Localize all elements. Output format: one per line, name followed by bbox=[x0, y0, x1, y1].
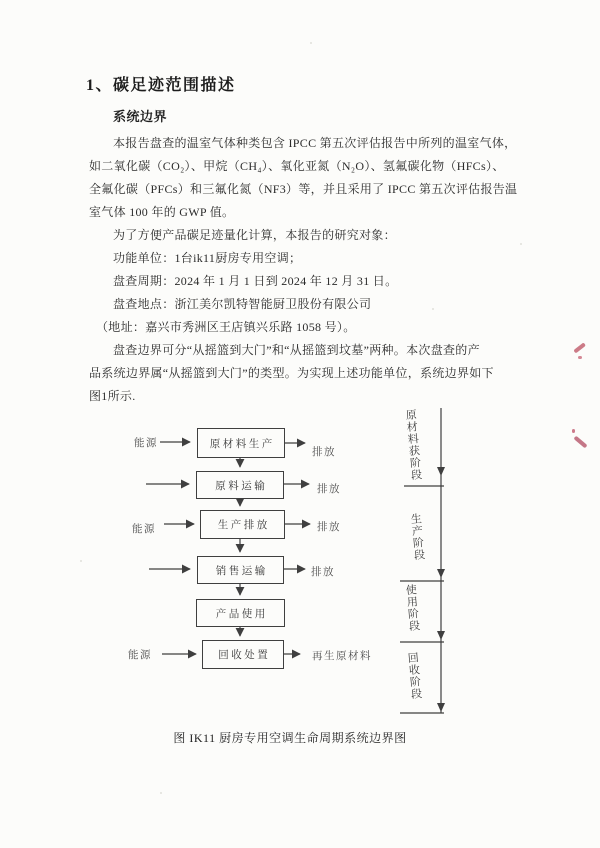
text-line: 本报告盘查的温室气体种类包含 IPCC 第五次评估报告中所列的温室气体， bbox=[113, 136, 517, 150]
scan-speck bbox=[160, 792, 162, 794]
stage-label-production: 生产阶段 bbox=[408, 512, 425, 562]
text-line: 功能单位：1台ik11厨房专用空调； bbox=[113, 251, 302, 265]
energy-input-label: 能源 bbox=[128, 650, 152, 661]
scan-speck bbox=[520, 243, 522, 245]
text-line: 如二氧化碳（CO₂）、甲烷（CH₄）、氧化亚氮（N₂O）、氢氟碳化物（HFCs）、 bbox=[89, 159, 505, 173]
flow-box-raw-material-production: 原材料生产 bbox=[197, 428, 285, 458]
text-line: 为了方便产品碳足迹量化计算，本报告的研究对象： bbox=[113, 228, 396, 242]
scan-speck bbox=[310, 42, 312, 44]
flow-box-recycling-disposal: 回收处置 bbox=[202, 640, 284, 669]
text-line: 全氟化碳（PFCs）和三氟化氮（NF3）等，并且采用了 IPCC 第五次评估报告温 bbox=[89, 182, 518, 196]
text-line: 图1所示. bbox=[89, 389, 136, 403]
flow-box-production-emission: 生产排放 bbox=[200, 510, 285, 539]
flow-box-product-use: 产品使用 bbox=[196, 599, 285, 627]
red-pen-mark bbox=[572, 429, 575, 433]
recycled-material-label: 再生原材料 bbox=[312, 651, 372, 662]
emission-output-label: 排放 bbox=[311, 567, 335, 578]
stage-label-use: 使用阶段 bbox=[403, 583, 420, 633]
red-pen-mark bbox=[578, 356, 582, 359]
stage-label-recycling: 回收阶段 bbox=[405, 651, 422, 701]
text-line: （地址：嘉兴市秀洲区王店镇兴乐路 1058 号）。 bbox=[96, 320, 356, 334]
scan-speck bbox=[432, 308, 434, 310]
scan-speck bbox=[80, 560, 82, 562]
stage-label-raw-material: 原材料获阶段 bbox=[403, 408, 423, 482]
energy-input-label: 能源 bbox=[132, 524, 156, 535]
flow-box-sales-transport: 销售运输 bbox=[197, 556, 284, 584]
text-line: 盘查周期：2024 年 1 月 1 日到 2024 年 12 月 31 日。 bbox=[113, 274, 398, 288]
flow-box-raw-material-transport: 原料运输 bbox=[196, 471, 284, 499]
emission-output-label: 排放 bbox=[317, 522, 341, 533]
figure-caption: 图 IK11 厨房专用空调生命周期系统边界图 bbox=[173, 731, 407, 745]
text-line: 盘查边界可分“从摇篮到大门”和“从摇篮到坟墓”两种。本次盘查的产 bbox=[113, 343, 480, 357]
text-line: 室气体 100 年的 GWP 值。 bbox=[89, 205, 235, 219]
energy-input-label: 能源 bbox=[134, 438, 158, 449]
text-line: 盘查地点：浙江美尔凯特智能厨卫股份有限公司 bbox=[113, 297, 372, 311]
emission-output-label: 排放 bbox=[317, 484, 341, 495]
page-title: 1、碳足迹范围描述 bbox=[86, 77, 236, 94]
emission-output-label: 排放 bbox=[312, 447, 336, 458]
text-line: 品系统边界属“从摇篮到大门”的类型。为实现上述功能单位，系统边界如下 bbox=[89, 366, 494, 380]
section-heading: 系统边界 bbox=[113, 109, 168, 124]
